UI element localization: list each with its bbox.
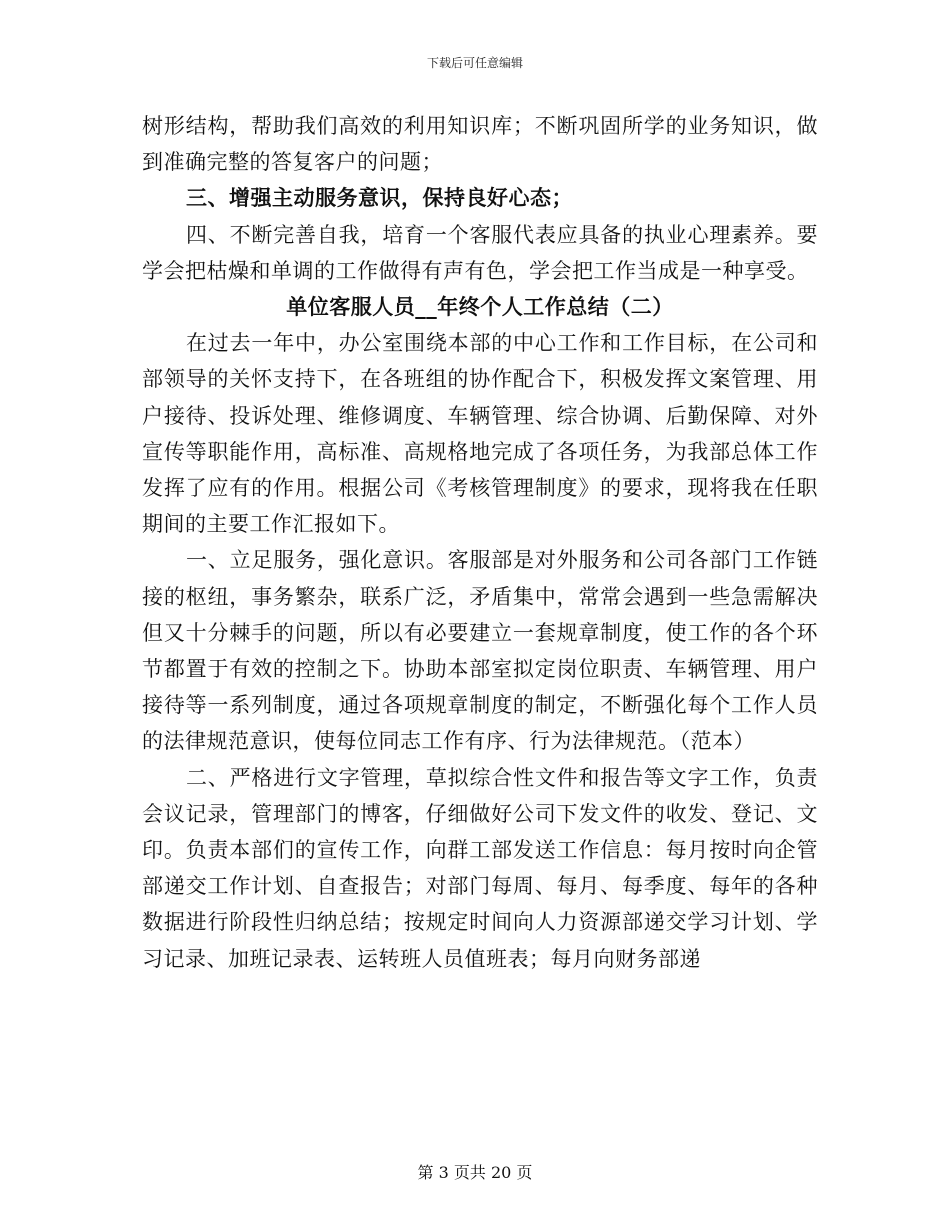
paragraph-continuation: 树形结构，帮助我们高效的利用知识库；不断巩固所学的业务知识，做到准确完整的答复客户的问题； [142,114,818,175]
page-footer: 第 3 页共 20 页 [417,1163,533,1182]
document-title: 单位客服人员__年终个人工作总结（二） [286,294,674,320]
paragraph-section-2: 二、严格进行文字管理，草拟综合性文件和报告等文字工作，负责会议记录，管理部门的博客，仔细做好公司下发文件的收发、登记、文印。负责本部们的宣传工作，向群工部发送工作信息：每月按时向企管部递交工作计划、自查报告；对部门每周、每月、每季度、每年的各种数据进行阶段性归纳总结；按规定时间向人力资源部递交学习计划、学习记录、加班记录表、运转班人员值班表；每月向财务部递 [142,765,818,971]
page-header: 下载后可任意编辑 [426,56,523,70]
document-body [142,108,818,977]
paragraph-section-4: 四、不断完善自我，培育一个客服代表应具备的执业心理素养。要学会把枯燥和单调的工作做得有声有色，学会把工作当成是一种享受。 [142,222,818,283]
section-heading-3: 三、增强主动服务意识，保持良好心态； [186,185,573,211]
paragraph-intro: 在过去一年中，办公室围绕本部的中心工作和工作目标，在公司和部领导的关怀支持下，在各班组的协作配合下，积极发挥文案管理、用户接待、投诉处理、维修调度、车辆管理、综合协调、后勤保障、对外宣传等职能作用，高标准、高规格地完成了各项任务，为我部总体工作发挥了应有的作用。根据公司《考核管理制度》的要求，现将我在任职期间的主要工作汇报如下。 [142,331,818,537]
paragraph-section-1: 一、立足服务，强化意识。客服部是对外服务和公司各部门工作链接的枢纽，事务繁杂，联系广泛，矛盾集中，常常会遇到一些急需解决但又十分棘手的问题，所以有必要建立一套规章制度，使工作的各个环节都置于有效的控制之下。协助本部室拟定岗位职责、车辆管理、用户接待等一系列制度，通过各项规章制度的制定，不断强化每个工作人员的法律规范意识，使每位同志工作有序、行为法律规范。（范本） [142,548,818,754]
